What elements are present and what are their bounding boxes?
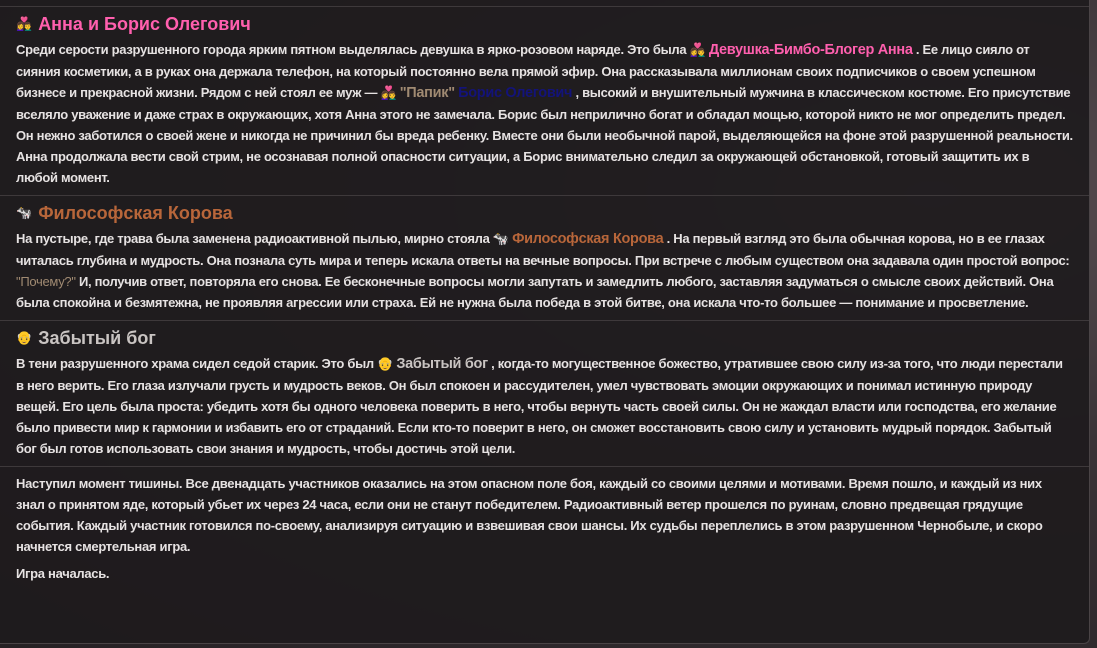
section-cow bbox=[0, 196, 1089, 321]
character-name-god: Забытый бог bbox=[396, 356, 488, 372]
text: На пустыре, где трава была заменена радиоактивной пылью, мирно стояла bbox=[16, 231, 493, 246]
couple-icon: 👩‍❤️‍👨 bbox=[689, 42, 706, 57]
text: . Ее лицо сияло от сияния косметики, а в руках она держала телефон, на который постоянно вела прямой эфир. Она рассказывала миллионам своих подписчиков о своем успешном бизнесе и прекрасной жизни. Рядом с ней стоял ее муж — bbox=[16, 42, 1036, 100]
section-anna-boris bbox=[0, 7, 1089, 196]
old-man-icon: 👴 bbox=[377, 356, 394, 371]
divider bbox=[0, 0, 1089, 7]
closing-final: Игра началась. bbox=[16, 566, 110, 581]
section-god bbox=[0, 321, 1089, 467]
section-title: Забытый бог bbox=[38, 327, 156, 348]
couple-icon: 👩‍❤️‍👨 bbox=[380, 85, 397, 100]
section-text bbox=[16, 39, 1073, 188]
section-title: Анна и Борис Олегович bbox=[38, 13, 251, 34]
cow-icon: 🐄 bbox=[492, 231, 509, 246]
character-name-anna: Девушка-Бимбо-Блогер Анна bbox=[708, 42, 913, 58]
text: . На первый взгляд это была обычная корова, но в ее глазах читалась глубина и мудрость. Она познала суть мира и теперь искала ответы на вечные вопросы. При встрече с любым существом она задавала один простой вопрос: bbox=[16, 231, 1070, 268]
character-name-cow: Философская Корова bbox=[512, 231, 664, 247]
section-text bbox=[16, 353, 1073, 459]
old-man-icon: 👴 bbox=[16, 330, 33, 345]
closing-text: Наступил момент тишины. Все двенадцать участников оказались на этом опасном поле боя, каждый со своими целями и мотивами. Время пошло, и каждый из них знал о принятом яде, который убьет их через 24 часа, если они не станут победителем. Радиоактивный ветер прошелся по руинам, словно предвещая грядущие события. Каждый участник готовился по-своему, анализируя ситуацию и взвешивая свои шансы. Их судьбы переплелись в этом разрушенном Чернобыле, и скоро начнется смертельная игра. bbox=[16, 476, 1043, 554]
nickname-papik: "Папик" bbox=[399, 85, 455, 101]
section-text bbox=[16, 228, 1073, 313]
closing-section bbox=[0, 467, 1089, 594]
quote: "Почему?" bbox=[16, 274, 76, 289]
cow-icon: 🐄 bbox=[16, 205, 33, 220]
text: В тени разрушенного храма сидел седой старик. Это был bbox=[16, 356, 378, 371]
text: И, получив ответ, повторяла его снова. Ее бесконечные вопросы могли запутать и замедлить любого, заставляя задуматься о смысле своих действий. Она была спокойна и безмятежна, не проявляя агрессии или страха. Ей не нужна была победа в этой битве, она искала что-то большее — понимание и просветление. bbox=[16, 274, 1054, 310]
text: Среди серости разрушенного города ярким пятном выделялась девушка в ярко-розовом наряде. Это была bbox=[16, 42, 690, 57]
couple-icon: 👩‍❤️‍👨 bbox=[16, 16, 33, 31]
character-name-boris: Борис Олегович bbox=[458, 85, 573, 101]
text: , высокий и внушительный мужчина в классическом костюме. Его присутствие вселяло уважение и даже страх в окружающих, хотя Анна этого не замечала. Борис был неприлично богат и обладал мощью, которой никто не мог определить предел. Он нежно заботился о своей жене и никогда не причинил бы вреда ребенку. Вместе они были необычной парой, выделяющейся на фоне этой разрушенной реальности. Анна продолжала вести свой стрим, не осознавая полной опасности ситуации, а Борис внимательно следил за окружающей обстановкой, готовый защитить их в любой момент. bbox=[16, 85, 1073, 185]
text: , когда-то могущественное божество, утратившее свою силу из-за того, что люди перестали в него верить. Его глаза излучали грусть и мудрость веков. Он был спокоен и рассудителен, умел чувствовать эмоции окружающих и понимал истинную природу вещей. Его цель была проста: убедить хотя бы одного человека поверить в него, чтобы вернуть часть своей силы. Он не жаждал власти или господства, его желание было привести мир к гармонии и избавить его от страданий. Если кто-то поверит в него, он сможет восстановить свою силу и установить мудрый порядок. Забытый бог был готов использовать свои знания и мудрость, чтобы достичь этой цели. bbox=[16, 356, 1063, 456]
section-title: Философская Корова bbox=[38, 202, 233, 223]
